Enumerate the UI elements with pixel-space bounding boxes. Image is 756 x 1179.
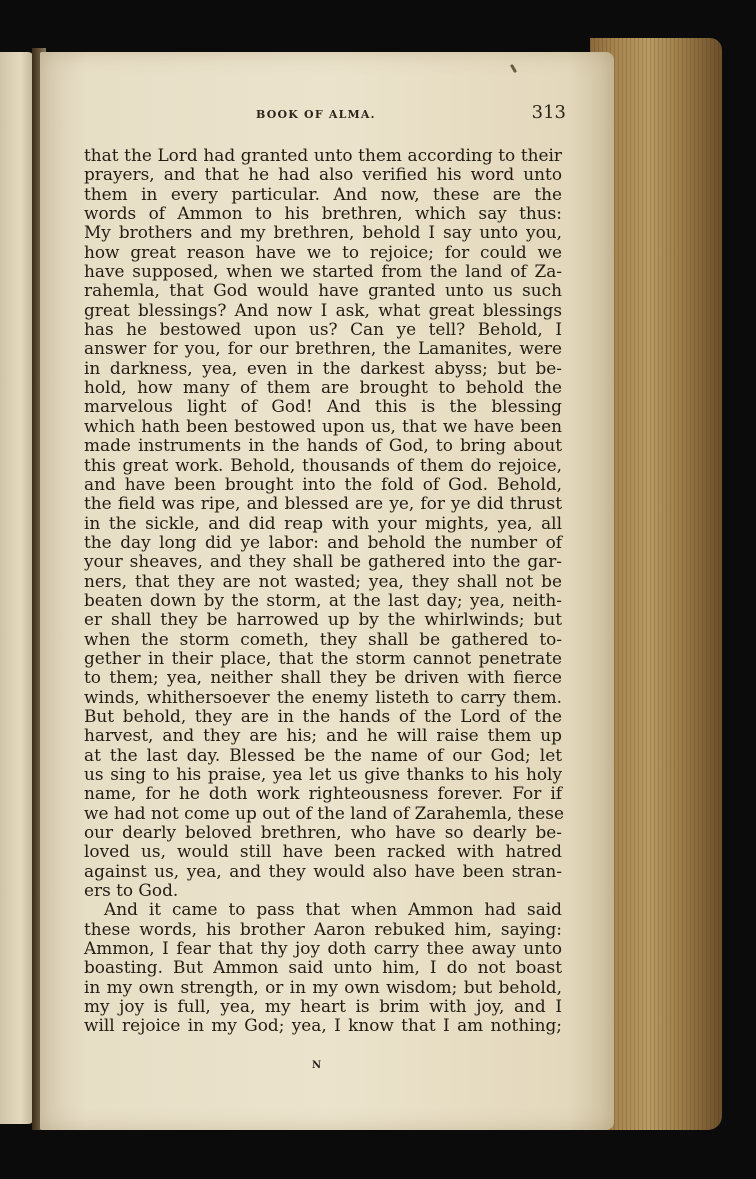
text-line: But behold, they are in the hands of the Lord of the bbox=[84, 705, 562, 726]
running-head: BOOK OF ALMA. bbox=[256, 108, 376, 121]
text-line: marvelous light of God! And this is the blessing bbox=[84, 396, 562, 417]
text-line: name, for he doth work righteousness forever. For if bbox=[84, 783, 562, 804]
body-text bbox=[84, 146, 562, 1036]
text-line: has he bestowed upon us? Can ye tell? Behold, I bbox=[84, 319, 562, 340]
text-line: prayers, and that he had also verified his word unto bbox=[84, 164, 562, 185]
text-line: words of Ammon to his brethren, which say thus: bbox=[84, 203, 562, 224]
text-line: in my own strength, or in my own wisdom; but behold, bbox=[84, 976, 562, 997]
text-line: them in every particular. And now, these are the bbox=[84, 183, 562, 204]
text-line: our dearly beloved brethren, who have so dearly be- bbox=[84, 822, 562, 843]
text-line: and have been brought into the fold of God. Behold, bbox=[84, 473, 562, 494]
text-line: winds, whithersoever the enemy listeth to carry them. bbox=[84, 686, 562, 707]
text-line: er shall they be harrowed up by the whirlwinds; but bbox=[84, 609, 562, 630]
text-line: loved us, would still have been racked with hatred bbox=[84, 841, 562, 862]
page-number: 313 bbox=[531, 102, 566, 123]
text-line: boasting. But Ammon said unto him, I do not boast bbox=[84, 957, 562, 978]
text-line: And it came to pass that when Ammon had said bbox=[104, 899, 562, 920]
text-line: My brothers and my brethren, behold I say unto you, bbox=[84, 222, 562, 243]
text-line: ers to God. bbox=[84, 880, 179, 901]
text-line: your sheaves, and they shall be gathered into the gar- bbox=[84, 551, 562, 572]
facing-page-edge bbox=[0, 52, 34, 1124]
text-line: answer for you, for our brethren, the Lamanites, were bbox=[84, 338, 562, 359]
text-line: how great reason have we to rejoice; for could we bbox=[84, 241, 562, 262]
text-line: harvest, and they are his; and he will raise them up bbox=[84, 725, 562, 746]
text-line: these words, his brother Aaron rebuked him, saying: bbox=[84, 918, 562, 939]
text-line: Ammon, I fear that thy joy doth carry thee away unto bbox=[84, 938, 562, 959]
text-line: when the storm cometh, they shall be gathered to- bbox=[84, 628, 562, 649]
text-line: have supposed, when we started from the land of Za- bbox=[84, 261, 562, 282]
text-line: at the last day. Blessed be the name of our God; let bbox=[84, 744, 562, 765]
text-line: beaten down by the storm, at the last day; yea, neith- bbox=[84, 589, 562, 610]
text-line: made instruments in the hands of God, to bring about bbox=[84, 435, 562, 456]
text-line: will rejoice in my God; yea, I know that I am nothing; bbox=[84, 1015, 562, 1036]
text-line: the day long did ye labor: and behold the number of bbox=[84, 531, 562, 552]
text-line: against us, yea, and they would also have been stran- bbox=[84, 860, 562, 881]
text-line: in darkness, yea, even in the darkest abyss; but be- bbox=[84, 357, 562, 378]
text-line: hold, how many of them are brought to behold the bbox=[84, 377, 562, 398]
text-line: my joy is full, yea, my heart is brim with joy, and I bbox=[84, 996, 562, 1017]
text-line: we had not come up out of the land of Zarahemla, these bbox=[84, 802, 564, 823]
text-line: gether in their place, that the storm cannot penetrate bbox=[84, 647, 562, 668]
page-header bbox=[88, 102, 566, 128]
text-line: ners, that they are not wasted; yea, they shall not be bbox=[84, 570, 562, 591]
text-line: which hath been bestowed upon us, that we have been bbox=[84, 415, 562, 436]
text-line: to them; yea, neither shall they be driven with fierce bbox=[84, 667, 562, 688]
text-line: the field was ripe, and blessed are ye, for ye did thrust bbox=[84, 493, 562, 514]
text-line: that the Lord had granted unto them according to their bbox=[84, 145, 562, 165]
text-line: us sing to his praise, yea let us give thanks to his holy bbox=[84, 764, 562, 784]
text-line: rahemla, that God would have granted unto us such bbox=[84, 280, 562, 301]
text-line: in the sickle, and did reap with your mights, yea, all bbox=[84, 512, 562, 533]
text-line: this great work. Behold, thousands of them do rejoice, bbox=[84, 454, 562, 475]
text-line: great blessings? And now I ask, what great blessings bbox=[84, 299, 562, 320]
signature-mark: N bbox=[312, 1060, 322, 1071]
